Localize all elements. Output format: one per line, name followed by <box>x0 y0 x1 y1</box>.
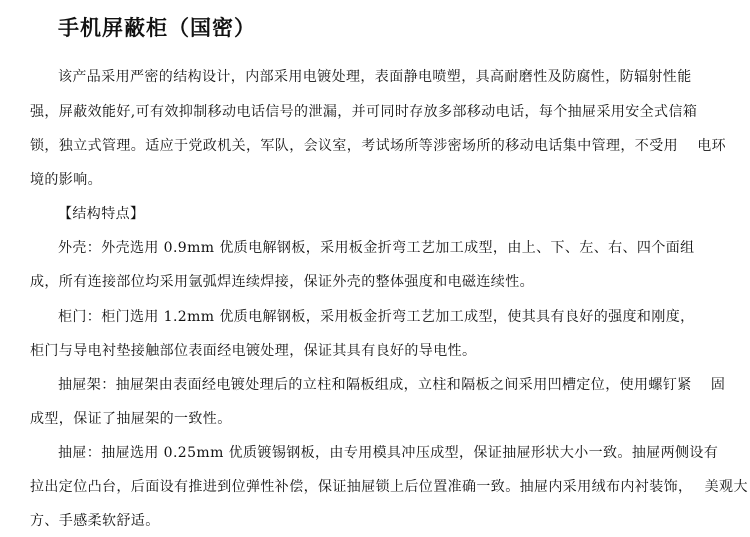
paragraph-line: 方、手感柔软舒适。 <box>30 513 160 529</box>
paragraph-line: 境的影响。 <box>30 172 102 188</box>
paragraph-line: 成，所有连接部位均采用氩弧焊连续焊接，保证外壳的整体强度和电磁连续性。 <box>30 274 534 290</box>
document-title: 手机屏蔽柜（国密） <box>58 16 256 40</box>
paragraph-line: 外壳：外壳选用 0.9mm 优质电解钢板，采用板金折弯工艺加工成型，由上、下、左、右、四个面组 <box>58 240 695 256</box>
section-heading: 【结构特点】 <box>58 206 145 222</box>
paragraph-line: 抽屉架：抽屉架由表面经电镀处理后的立柱和隔板组成，立柱和隔板之间采用凹槽定位，使用螺钉紧 固 <box>58 377 726 393</box>
paragraph-line: 强，屏蔽效能好,可有效抑制移动电话信号的泄漏，并可同时存放多部移动电话，每个抽屉采用安全式信箱 <box>30 104 698 120</box>
paragraph-line: 拉出定位凸台，后面设有推进到位弹性补偿，保证抽屉锁上后位置准确一致。抽屉内采用绒布内衬装饰， 美观大 <box>30 479 748 495</box>
paragraph-line: 柜门：柜门选用 1.2mm 优质电解钢板，采用板金折弯工艺加工成型，使其具有良好的强度和刚度， <box>58 309 695 325</box>
paragraph-line: 柜门与导电衬垫接触部位表面经电镀处理，保证其具有良好的导电性。 <box>30 343 477 359</box>
paragraph-line: 成型，保证了抽屉架的一致性。 <box>30 411 232 427</box>
paragraph-line: 锁，独立式管理。适应于党政机关，军队，会议室，考试场所等涉密场所的移动电话集中管理，不受用 电环 <box>30 138 727 154</box>
paragraph-line: 抽屉：抽屉选用 0.25mm 优质镀锡钢板，由专用模具冲压成型，保证抽屉形状大小一致。抽屉两侧设有 <box>58 445 719 461</box>
paragraph-line: 该产品采用严密的结构设计，内部采用电镀处理，表面静电喷塑，具高耐磨性及防腐性，防辐射性能 <box>58 69 692 85</box>
